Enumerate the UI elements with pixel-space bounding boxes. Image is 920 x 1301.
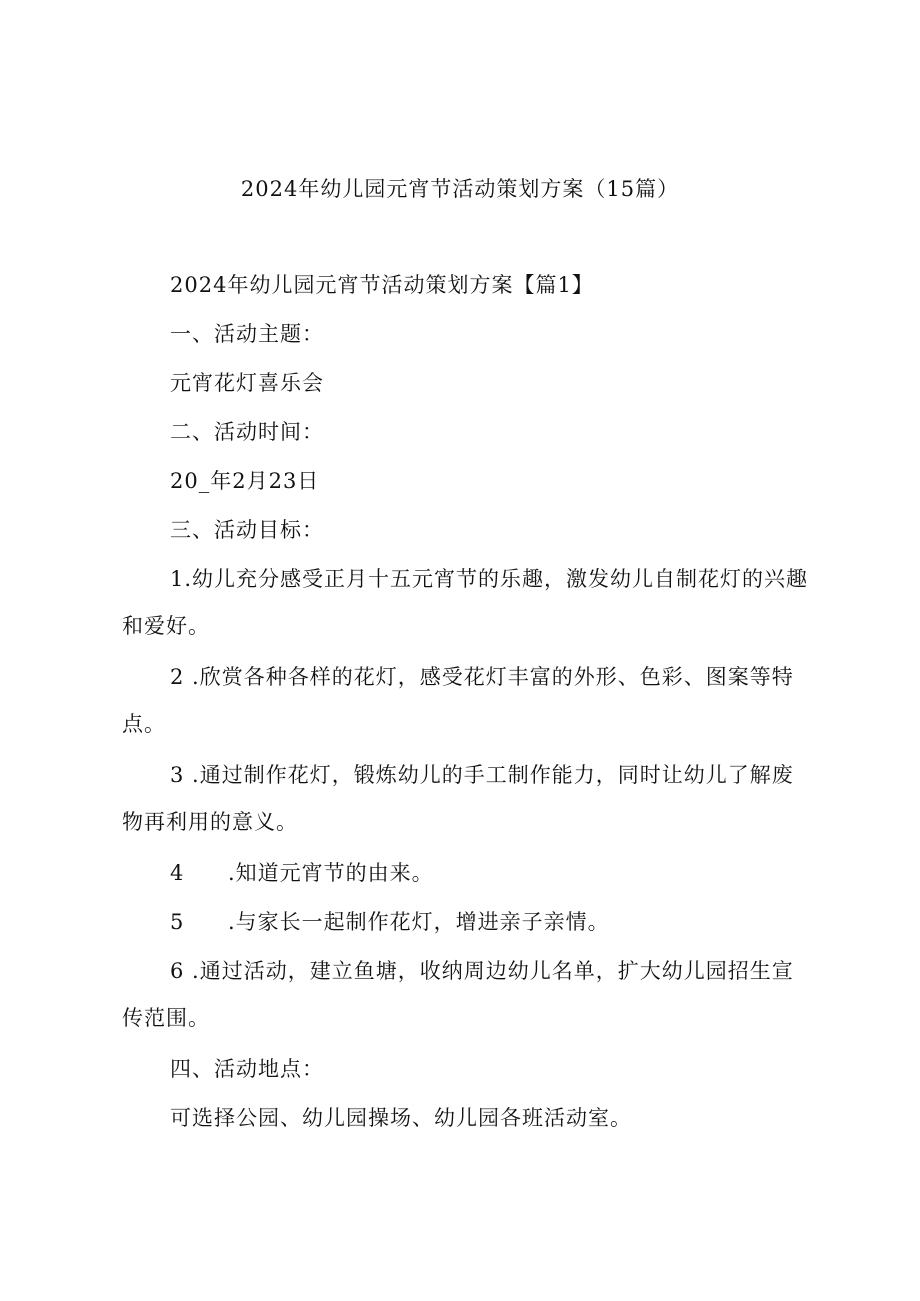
goal-item-4-text: .知道元宵节的由来。 [228,861,434,885]
goal-item-5-text: .与家长一起制作花灯，增进亲子亲情。 [228,910,610,934]
time-text: 20_年2月23日 [170,469,320,493]
goal-item-3: 3 .通过制作花灯，锻炼幼儿的手工制作能力，同时让幼儿了解废物再利用的意义。 [122,763,794,834]
goal-item-5 [170,899,810,946]
document-title: 2024年幼儿园元宵节活动策划方案（15篇） [240,177,680,201]
goal-item-6: 6 .通过活动，建立鱼塘，收纳周边幼儿名单，扩大幼儿园招生宣传范围。 [122,959,794,1030]
goal-item-4-number: 4 [170,861,185,885]
section-heading: 2024年幼儿园元宵节活动策划方案【篇1】 [170,273,594,297]
place-heading: 四、活动地点： [170,1057,324,1081]
goal-item-1: 1.幼儿充分感受正月十五元宵节的乐趣，激发幼儿自制花灯的兴趣和爱好。 [122,567,809,638]
goal-heading: 三、活动目标： [170,518,324,542]
place-text: 可选择公园、幼儿园操场、幼儿园各班活动室。 [170,1106,632,1130]
goal-item-5-number: 5 [170,910,185,934]
theme-text: 元宵花灯喜乐会 [170,371,324,395]
theme-heading: 一、活动主题： [170,322,324,346]
time-heading: 二、活动时间： [170,420,324,444]
goal-item-2: 2 .欣赏各种各样的花灯，感受花灯丰富的外形、色彩、图案等特点。 [122,665,794,736]
goal-item-4 [170,850,810,897]
